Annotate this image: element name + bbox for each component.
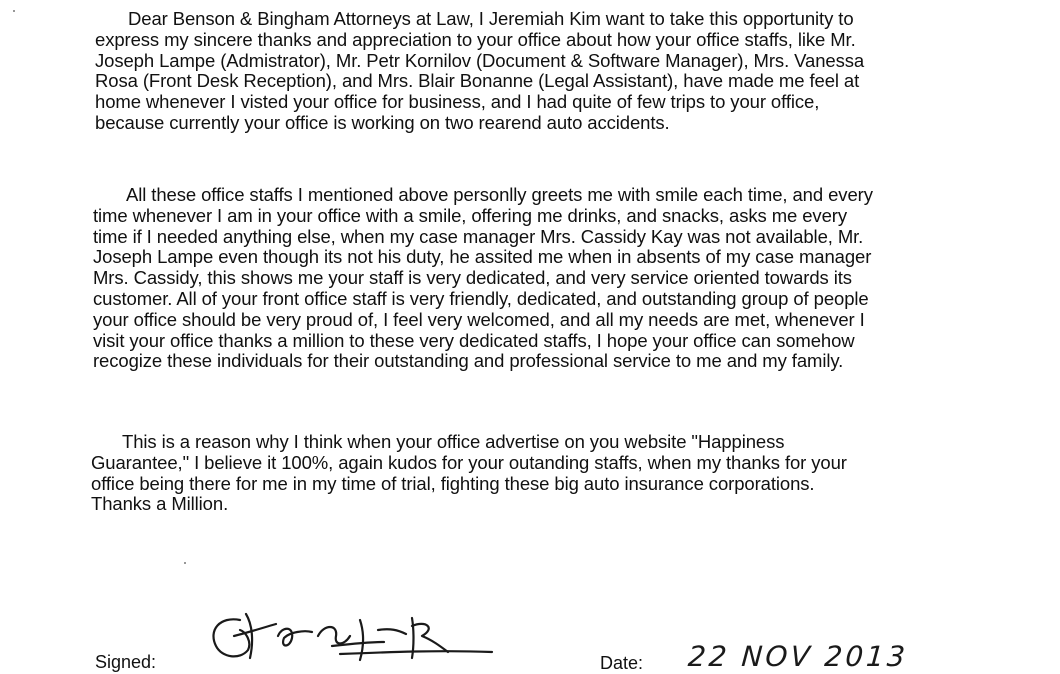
text-line: express my sincere thanks and appreciation to your office about how your office staffs, like Mr. bbox=[95, 28, 856, 50]
text-line: your office should be very proud of, I feel very welcomed, and all my needs are met, whenever I bbox=[93, 308, 865, 330]
text-line: recogize these individuals for their outstanding and professional service to me and my family. bbox=[93, 350, 844, 372]
text-line: time if I needed anything else, when my case manager Mrs. Cassidy Kay was not available, Mr. bbox=[93, 225, 864, 247]
text-line: home whenever I visted your office for business, and I had quite of few trips to your office, bbox=[95, 91, 820, 113]
text-line: Thanks a Million. bbox=[91, 493, 229, 515]
signed-label: Signed: bbox=[95, 652, 157, 672]
text-line: All these office staffs I mentioned above personlly greets me with smile each time, and every bbox=[126, 184, 873, 205]
text-line: office being there for me in my time of trial, fighting these big auto insurance corporations. bbox=[91, 472, 815, 494]
text-line: Mrs. Cassidy, this shows me your staff is very dedicated, and very service oriented towards its bbox=[93, 267, 852, 289]
text-line: customer. All of your front office staff is very friendly, dedicated, and outstanding group of people bbox=[93, 287, 869, 309]
text-line: time whenever I am in your office with a smile, offering me drinks, and snacks, asks me every bbox=[93, 204, 847, 226]
date-label: Date: bbox=[600, 653, 644, 673]
text-line: Rosa (Front Desk Reception), and Mrs. Blair Bonanne (Legal Assistant), have made me feel at bbox=[95, 70, 860, 92]
paragraph-staff bbox=[0, 185, 1060, 372]
handwritten-date: 22 NOV 2013 bbox=[686, 640, 909, 673]
paragraph-closing bbox=[0, 432, 1060, 515]
text-line: Joseph Lampe even though its not his duty, he assited me when in absents of my case manager bbox=[93, 246, 872, 268]
text-line: Joseph Lampe (Admistrator), Mr. Petr Kornilov (Document & Software Manager), Mrs. Vanessa bbox=[95, 49, 865, 71]
text-line: Guarantee," I believe it 100%, again kudos for your outanding staffs, when my thanks for your bbox=[91, 451, 847, 473]
text-line: visit your office thanks a million to these very dedicated staffs, I hope your office can somehow bbox=[93, 329, 855, 351]
text-line: Dear Benson & Bingham Attorneys at Law, I Jeremiah Kim want to take this opportunity to bbox=[128, 8, 854, 29]
handwritten-signature bbox=[200, 606, 500, 674]
paragraph-greeting bbox=[0, 9, 1060, 134]
scan-speck bbox=[184, 562, 186, 564]
text-line: because currently your office is working on two rearend auto accidents. bbox=[95, 111, 670, 133]
text-line: This is a reason why I think when your office advertise on you website "Happiness bbox=[122, 431, 785, 452]
